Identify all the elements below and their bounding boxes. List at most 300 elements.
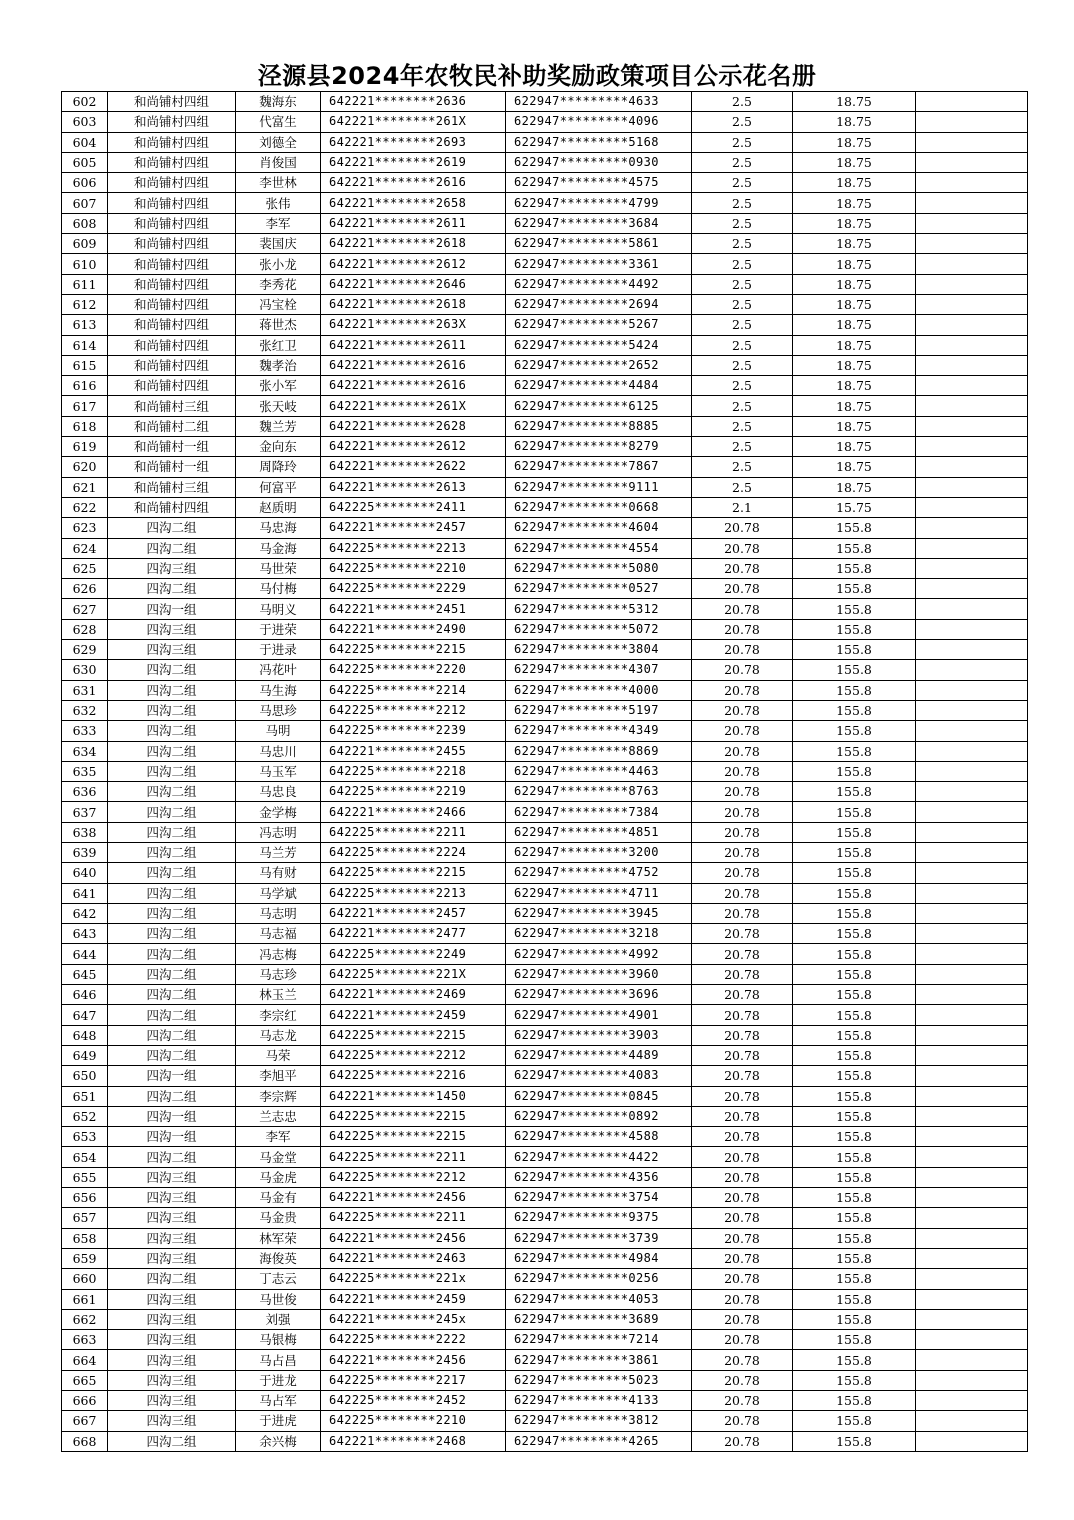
subsidy-amount-cell: 155.8 <box>793 721 916 741</box>
roster-body <box>62 92 1028 1452</box>
id-number-cell: 642225********2213 <box>321 883 506 903</box>
subsidy-amount-cell: 155.8 <box>793 944 916 964</box>
table-row <box>62 1208 1028 1228</box>
row-number-cell: 660 <box>62 1269 108 1289</box>
table-row <box>62 721 1028 741</box>
subsidy-amount-cell: 18.75 <box>793 355 916 375</box>
row-number-cell: 630 <box>62 660 108 680</box>
subsidy-amount-cell: 18.75 <box>793 152 916 172</box>
row-number-cell: 640 <box>62 863 108 883</box>
village-group-cell: 和尚铺村三组 <box>108 477 236 497</box>
remark-cell <box>916 315 1028 335</box>
table-row <box>62 1391 1028 1411</box>
bank-account-cell: 622947*********5861 <box>506 234 692 254</box>
subsidy-amount-cell: 155.8 <box>793 964 916 984</box>
remark-cell <box>916 1188 1028 1208</box>
table-row <box>62 944 1028 964</box>
remark-cell <box>916 1045 1028 1065</box>
bank-account-cell: 622947*********7867 <box>506 457 692 477</box>
remark-cell <box>916 234 1028 254</box>
village-group-cell: 四沟三组 <box>108 1188 236 1208</box>
village-group-cell: 四沟三组 <box>108 558 236 578</box>
remark-cell <box>916 1066 1028 1086</box>
table-row <box>62 883 1028 903</box>
person-name-cell: 马银梅 <box>236 1330 321 1350</box>
bank-account-cell: 622947*********4575 <box>506 173 692 193</box>
id-number-cell: 642225********2212 <box>321 700 506 720</box>
subsidy-amount-cell: 18.75 <box>793 335 916 355</box>
village-group-cell: 四沟二组 <box>108 680 236 700</box>
subsidy-amount-cell: 155.8 <box>793 558 916 578</box>
bank-account-cell: 622947*********7214 <box>506 1330 692 1350</box>
person-name-cell: 马志珍 <box>236 964 321 984</box>
remark-cell <box>916 1167 1028 1187</box>
row-number-cell: 661 <box>62 1289 108 1309</box>
person-name-cell: 李世林 <box>236 173 321 193</box>
remark-cell <box>916 376 1028 396</box>
id-number-cell: 642221********2466 <box>321 802 506 822</box>
table-row <box>62 1350 1028 1370</box>
id-number-cell: 642225********2213 <box>321 538 506 558</box>
row-number-cell: 664 <box>62 1350 108 1370</box>
subsidy-amount-cell: 155.8 <box>793 538 916 558</box>
person-name-cell: 马占昌 <box>236 1350 321 1370</box>
person-name-cell: 张小军 <box>236 376 321 396</box>
village-group-cell: 和尚铺村四组 <box>108 92 236 112</box>
remark-cell <box>916 294 1028 314</box>
row-number-cell: 614 <box>62 335 108 355</box>
subsidy-area-cell: 20.78 <box>692 1309 793 1329</box>
row-number-cell: 633 <box>62 721 108 741</box>
row-number-cell: 621 <box>62 477 108 497</box>
subsidy-amount-cell: 155.8 <box>793 1005 916 1025</box>
subsidy-area-cell: 2.5 <box>692 294 793 314</box>
id-number-cell: 642225********2217 <box>321 1370 506 1390</box>
person-name-cell: 赵质明 <box>236 497 321 517</box>
village-group-cell: 四沟二组 <box>108 985 236 1005</box>
id-number-cell: 642221********2628 <box>321 416 506 436</box>
row-number-cell: 653 <box>62 1127 108 1147</box>
table-row <box>62 112 1028 132</box>
remark-cell <box>916 92 1028 112</box>
village-group-cell: 四沟三组 <box>108 640 236 660</box>
subsidy-amount-cell: 155.8 <box>793 1106 916 1126</box>
remark-cell <box>916 1005 1028 1025</box>
bank-account-cell: 622947*********4053 <box>506 1289 692 1309</box>
person-name-cell: 于进荣 <box>236 619 321 639</box>
subsidy-area-cell: 20.78 <box>692 1147 793 1167</box>
row-number-cell: 613 <box>62 315 108 335</box>
id-number-cell: 642221********2477 <box>321 924 506 944</box>
table-row <box>62 660 1028 680</box>
person-name-cell: 肖俊国 <box>236 152 321 172</box>
id-number-cell: 642221********1450 <box>321 1086 506 1106</box>
row-number-cell: 623 <box>62 518 108 538</box>
table-row <box>62 173 1028 193</box>
row-number-cell: 616 <box>62 376 108 396</box>
table-row <box>62 1309 1028 1329</box>
subsidy-amount-cell: 18.75 <box>793 416 916 436</box>
subsidy-amount-cell: 155.8 <box>793 640 916 660</box>
village-group-cell: 四沟二组 <box>108 782 236 802</box>
subsidy-area-cell: 2.5 <box>692 193 793 213</box>
subsidy-amount-cell: 15.75 <box>793 497 916 517</box>
subsidy-amount-cell: 155.8 <box>793 1228 916 1248</box>
id-number-cell: 642221********2611 <box>321 335 506 355</box>
person-name-cell: 张小龙 <box>236 254 321 274</box>
table-row <box>62 355 1028 375</box>
remark-cell <box>916 437 1028 457</box>
subsidy-area-cell: 20.78 <box>692 721 793 741</box>
id-number-cell: 642221********2612 <box>321 254 506 274</box>
row-number-cell: 652 <box>62 1106 108 1126</box>
row-number-cell: 606 <box>62 173 108 193</box>
subsidy-area-cell: 20.78 <box>692 863 793 883</box>
subsidy-area-cell: 20.78 <box>692 660 793 680</box>
row-number-cell: 657 <box>62 1208 108 1228</box>
person-name-cell: 张红卫 <box>236 335 321 355</box>
person-name-cell: 周降玲 <box>236 457 321 477</box>
remark-cell <box>916 1248 1028 1268</box>
subsidy-area-cell: 2.5 <box>692 92 793 112</box>
subsidy-amount-cell: 155.8 <box>793 680 916 700</box>
subsidy-area-cell: 20.78 <box>692 1330 793 1350</box>
remark-cell <box>916 1127 1028 1147</box>
row-number-cell: 662 <box>62 1309 108 1329</box>
remark-cell <box>916 254 1028 274</box>
village-group-cell: 四沟二组 <box>108 1147 236 1167</box>
subsidy-amount-cell: 155.8 <box>793 741 916 761</box>
subsidy-amount-cell: 155.8 <box>793 599 916 619</box>
bank-account-cell: 622947*********8869 <box>506 741 692 761</box>
id-number-cell: 642225********2210 <box>321 1411 506 1431</box>
subsidy-area-cell: 20.78 <box>692 741 793 761</box>
table-row <box>62 1127 1028 1147</box>
bank-account-cell: 622947*********3696 <box>506 985 692 1005</box>
subsidy-area-cell: 20.78 <box>692 1066 793 1086</box>
table-row <box>62 761 1028 781</box>
village-group-cell: 四沟一组 <box>108 1066 236 1086</box>
village-group-cell: 和尚铺村四组 <box>108 193 236 213</box>
table-row <box>62 964 1028 984</box>
bank-account-cell: 622947*********0668 <box>506 497 692 517</box>
row-number-cell: 612 <box>62 294 108 314</box>
remark-cell <box>916 964 1028 984</box>
bank-account-cell: 622947*********7384 <box>506 802 692 822</box>
person-name-cell: 林军荣 <box>236 1228 321 1248</box>
row-number-cell: 651 <box>62 1086 108 1106</box>
id-number-cell: 642221********2646 <box>321 274 506 294</box>
subsidy-area-cell: 20.78 <box>692 1228 793 1248</box>
subsidy-area-cell: 20.78 <box>692 1167 793 1187</box>
remark-cell <box>916 985 1028 1005</box>
village-group-cell: 和尚铺村一组 <box>108 457 236 477</box>
row-number-cell: 646 <box>62 985 108 1005</box>
remark-cell <box>916 619 1028 639</box>
subsidy-amount-cell: 155.8 <box>793 700 916 720</box>
bank-account-cell: 622947*********3960 <box>506 964 692 984</box>
village-group-cell: 四沟二组 <box>108 1086 236 1106</box>
bank-account-cell: 622947*********4422 <box>506 1147 692 1167</box>
id-number-cell: 642225********2210 <box>321 558 506 578</box>
person-name-cell: 魏兰芳 <box>236 416 321 436</box>
village-group-cell: 四沟二组 <box>108 964 236 984</box>
bank-account-cell: 622947*********4752 <box>506 863 692 883</box>
bank-account-cell: 622947*********5197 <box>506 700 692 720</box>
village-group-cell: 四沟二组 <box>108 883 236 903</box>
subsidy-amount-cell: 155.8 <box>793 1127 916 1147</box>
table-row <box>62 924 1028 944</box>
person-name-cell: 马志明 <box>236 903 321 923</box>
row-number-cell: 619 <box>62 437 108 457</box>
bank-account-cell: 622947*********3861 <box>506 1350 692 1370</box>
id-number-cell: 642221********2469 <box>321 985 506 1005</box>
row-number-cell: 624 <box>62 538 108 558</box>
subsidy-area-cell: 2.5 <box>692 234 793 254</box>
bank-account-cell: 622947*********4463 <box>506 761 692 781</box>
remark-cell <box>916 1289 1028 1309</box>
remark-cell <box>916 1106 1028 1126</box>
remark-cell <box>916 1411 1028 1431</box>
table-row <box>62 903 1028 923</box>
table-row <box>62 680 1028 700</box>
bank-account-cell: 622947*********4711 <box>506 883 692 903</box>
person-name-cell: 兰志忠 <box>236 1106 321 1126</box>
subsidy-amount-cell: 18.75 <box>793 193 916 213</box>
subsidy-amount-cell: 155.8 <box>793 1248 916 1268</box>
table-row <box>62 1025 1028 1045</box>
village-group-cell: 四沟三组 <box>108 1411 236 1431</box>
row-number-cell: 627 <box>62 599 108 619</box>
id-number-cell: 642225********2215 <box>321 1106 506 1126</box>
person-name-cell: 马志福 <box>236 924 321 944</box>
subsidy-area-cell: 2.5 <box>692 152 793 172</box>
subsidy-area-cell: 2.5 <box>692 315 793 335</box>
person-name-cell: 蒋世杰 <box>236 315 321 335</box>
village-group-cell: 四沟二组 <box>108 700 236 720</box>
person-name-cell: 裴国庆 <box>236 234 321 254</box>
bank-account-cell: 622947*********4984 <box>506 1248 692 1268</box>
village-group-cell: 四沟二组 <box>108 518 236 538</box>
id-number-cell: 642221********2456 <box>321 1188 506 1208</box>
row-number-cell: 611 <box>62 274 108 294</box>
remark-cell <box>916 396 1028 416</box>
table-row <box>62 538 1028 558</box>
table-row <box>62 599 1028 619</box>
person-name-cell: 马忠良 <box>236 782 321 802</box>
row-number-cell: 605 <box>62 152 108 172</box>
person-name-cell: 马金堂 <box>236 1147 321 1167</box>
village-group-cell: 四沟二组 <box>108 579 236 599</box>
subsidy-amount-cell: 155.8 <box>793 518 916 538</box>
id-number-cell: 642225********2218 <box>321 761 506 781</box>
person-name-cell: 魏海东 <box>236 92 321 112</box>
id-number-cell: 642225********221X <box>321 964 506 984</box>
remark-cell <box>916 863 1028 883</box>
id-number-cell: 642225********2411 <box>321 497 506 517</box>
id-number-cell: 642221********2618 <box>321 294 506 314</box>
person-name-cell: 马金海 <box>236 538 321 558</box>
subsidy-area-cell: 2.5 <box>692 254 793 274</box>
subsidy-amount-cell: 155.8 <box>793 1411 916 1431</box>
row-number-cell: 618 <box>62 416 108 436</box>
subsidy-area-cell: 20.78 <box>692 883 793 903</box>
id-number-cell: 642225********2215 <box>321 640 506 660</box>
subsidy-amount-cell: 18.75 <box>793 112 916 132</box>
row-number-cell: 643 <box>62 924 108 944</box>
bank-account-cell: 622947*********4096 <box>506 112 692 132</box>
row-number-cell: 615 <box>62 355 108 375</box>
table-row <box>62 741 1028 761</box>
subsidy-area-cell: 20.78 <box>692 1106 793 1126</box>
bank-account-cell: 622947*********3945 <box>506 903 692 923</box>
remark-cell <box>916 924 1028 944</box>
id-number-cell: 642225********2220 <box>321 660 506 680</box>
table-row <box>62 234 1028 254</box>
subsidy-amount-cell: 155.8 <box>793 1309 916 1329</box>
bank-account-cell: 622947*********4799 <box>506 193 692 213</box>
table-row <box>62 782 1028 802</box>
subsidy-area-cell: 20.78 <box>692 944 793 964</box>
village-group-cell: 四沟二组 <box>108 721 236 741</box>
bank-account-cell: 622947*********4000 <box>506 680 692 700</box>
row-number-cell: 663 <box>62 1330 108 1350</box>
bank-account-cell: 622947*********4307 <box>506 660 692 680</box>
person-name-cell: 金向东 <box>236 437 321 457</box>
subsidy-area-cell: 20.78 <box>692 558 793 578</box>
bank-account-cell: 622947*********8885 <box>506 416 692 436</box>
person-name-cell: 金学梅 <box>236 802 321 822</box>
person-name-cell: 马明义 <box>236 599 321 619</box>
row-number-cell: 617 <box>62 396 108 416</box>
person-name-cell: 马金有 <box>236 1188 321 1208</box>
bank-account-cell: 622947*********0845 <box>506 1086 692 1106</box>
table-row <box>62 457 1028 477</box>
remark-cell <box>916 741 1028 761</box>
village-group-cell: 和尚铺村一组 <box>108 437 236 457</box>
remark-cell <box>916 152 1028 172</box>
person-name-cell: 冯宝栓 <box>236 294 321 314</box>
person-name-cell: 马世荣 <box>236 558 321 578</box>
subsidy-amount-cell: 155.8 <box>793 883 916 903</box>
subsidy-area-cell: 20.78 <box>692 1208 793 1228</box>
subsidy-area-cell: 20.78 <box>692 761 793 781</box>
row-number-cell: 655 <box>62 1167 108 1187</box>
table-row <box>62 985 1028 1005</box>
bank-account-cell: 622947*********4484 <box>506 376 692 396</box>
person-name-cell: 马兰芳 <box>236 842 321 862</box>
person-name-cell: 林玉兰 <box>236 985 321 1005</box>
subsidy-area-cell: 20.78 <box>692 782 793 802</box>
remark-cell <box>916 802 1028 822</box>
village-group-cell: 四沟二组 <box>108 1431 236 1451</box>
id-number-cell: 642221********245x <box>321 1309 506 1329</box>
table-row <box>62 294 1028 314</box>
remark-cell <box>916 680 1028 700</box>
bank-account-cell: 622947*********2652 <box>506 355 692 375</box>
remark-cell <box>916 660 1028 680</box>
remark-cell <box>916 538 1028 558</box>
id-number-cell: 642221********2459 <box>321 1289 506 1309</box>
id-number-cell: 642221********2456 <box>321 1228 506 1248</box>
bank-account-cell: 622947*********4588 <box>506 1127 692 1147</box>
table-row <box>62 152 1028 172</box>
remark-cell <box>916 213 1028 233</box>
person-name-cell: 张伟 <box>236 193 321 213</box>
subsidy-area-cell: 20.78 <box>692 579 793 599</box>
village-group-cell: 四沟一组 <box>108 1127 236 1147</box>
table-row <box>62 558 1028 578</box>
table-row <box>62 376 1028 396</box>
row-number-cell: 649 <box>62 1045 108 1065</box>
subsidy-area-cell: 2.5 <box>692 112 793 132</box>
row-number-cell: 647 <box>62 1005 108 1025</box>
row-number-cell: 632 <box>62 700 108 720</box>
person-name-cell: 马金贵 <box>236 1208 321 1228</box>
row-number-cell: 659 <box>62 1248 108 1268</box>
row-number-cell: 602 <box>62 92 108 112</box>
remark-cell <box>916 477 1028 497</box>
id-number-cell: 642221********2612 <box>321 437 506 457</box>
subsidy-area-cell: 2.5 <box>692 457 793 477</box>
bank-account-cell: 622947*********3812 <box>506 1411 692 1431</box>
village-group-cell: 和尚铺村四组 <box>108 294 236 314</box>
table-row <box>62 822 1028 842</box>
remark-cell <box>916 416 1028 436</box>
row-number-cell: 654 <box>62 1147 108 1167</box>
table-row <box>62 1167 1028 1187</box>
village-group-cell: 和尚铺村四组 <box>108 213 236 233</box>
bank-account-cell: 622947*********3903 <box>506 1025 692 1045</box>
row-number-cell: 634 <box>62 741 108 761</box>
subsidy-amount-cell: 155.8 <box>793 1147 916 1167</box>
id-number-cell: 642221********2457 <box>321 903 506 923</box>
village-group-cell: 四沟二组 <box>108 924 236 944</box>
subsidy-amount-cell: 18.75 <box>793 457 916 477</box>
remark-cell <box>916 599 1028 619</box>
village-group-cell: 四沟二组 <box>108 538 236 558</box>
village-group-cell: 四沟一组 <box>108 599 236 619</box>
subsidy-area-cell: 20.78 <box>692 1188 793 1208</box>
remark-cell <box>916 518 1028 538</box>
subsidy-amount-cell: 18.75 <box>793 376 916 396</box>
subsidy-area-cell: 20.78 <box>692 1045 793 1065</box>
person-name-cell: 马生海 <box>236 680 321 700</box>
bank-account-cell: 622947*********3200 <box>506 842 692 862</box>
subsidy-amount-cell: 18.75 <box>793 132 916 152</box>
remark-cell <box>916 700 1028 720</box>
row-number-cell: 609 <box>62 234 108 254</box>
row-number-cell: 622 <box>62 497 108 517</box>
village-group-cell: 四沟三组 <box>108 1167 236 1187</box>
remark-cell <box>916 112 1028 132</box>
table-row <box>62 863 1028 883</box>
id-number-cell: 642225********2452 <box>321 1391 506 1411</box>
row-number-cell: 635 <box>62 761 108 781</box>
subsidy-area-cell: 20.78 <box>692 1248 793 1268</box>
subsidy-area-cell: 2.5 <box>692 376 793 396</box>
table-row <box>62 619 1028 639</box>
bank-account-cell: 622947*********0527 <box>506 579 692 599</box>
table-row <box>62 1330 1028 1350</box>
person-name-cell: 张天岐 <box>236 396 321 416</box>
person-name-cell: 余兴梅 <box>236 1431 321 1451</box>
id-number-cell: 642221********2468 <box>321 1431 506 1451</box>
id-number-cell: 642221********2636 <box>321 92 506 112</box>
person-name-cell: 李军 <box>236 1127 321 1147</box>
subsidy-amount-cell: 155.8 <box>793 1208 916 1228</box>
table-row <box>62 1248 1028 1268</box>
